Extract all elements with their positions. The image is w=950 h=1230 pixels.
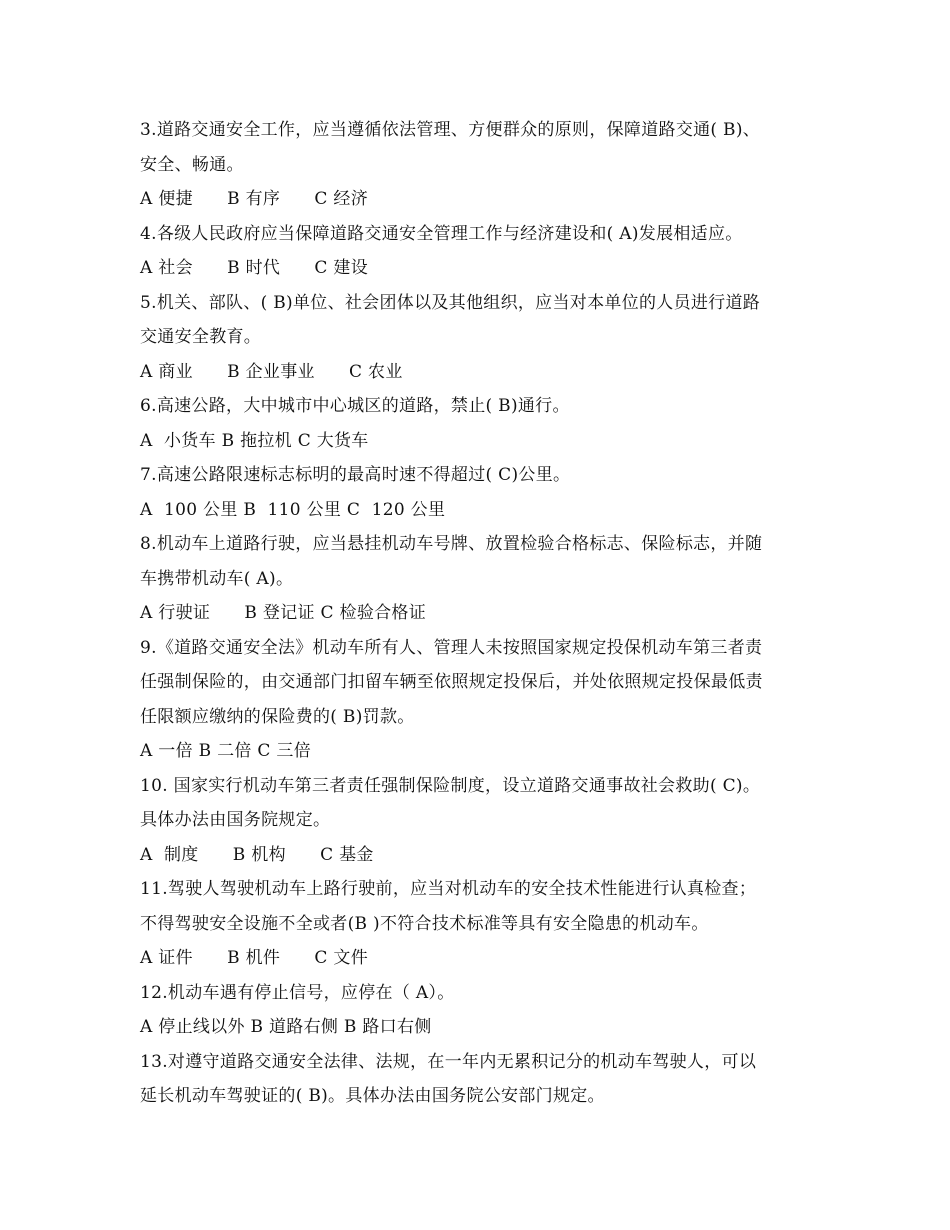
question-3-options: A 便捷 B 有序 C 经济 (140, 189, 369, 209)
question-7-options: A 100 公里 B 110 公里 C 120 公里 (140, 499, 446, 520)
question-12-options: A 停止线以外 B 道路右侧 B 路口右侧 (140, 1017, 432, 1037)
question-11-line-2: 不得驾驶安全设施不全或者(B )不符合技术标准等具有安全隐患的机动车。 (140, 913, 709, 934)
question-10-options: A 制度 B 机构 C 基金 (140, 844, 374, 865)
question-10-line-1: 10. 国家实行机动车第三者责任强制保险制度，设立道路交通事故社会救助( C)。 (140, 775, 761, 796)
question-13-line-2: 延长机动车驾驶证的( B)。具体办法由国务院公安部门规定。 (140, 1086, 605, 1106)
question-11-line-1: 11.驾驶人驾驶机动车上路行驶前，应当对机动车的安全技术性能进行认真检查； (140, 879, 757, 899)
question-8-line-1: 8.机动车上道路行驶，应当悬挂机动车号牌、放置检验合格标志、保险标志，并随 (140, 534, 763, 554)
question-8-line-2: 车携带机动车( A)。 (140, 568, 294, 589)
question-8-options: A 行驶证 B 登记证 C 检验合格证 (140, 603, 427, 623)
question-9-options: A 一倍 B 二倍 C 三倍 (140, 741, 311, 761)
question-5-line-2: 交通安全教育。 (140, 327, 262, 347)
document-page (140, 113, 820, 1114)
question-9-line-2: 任强制保险的，由交通部门扣留车辆至依照规定投保后，并处依照规定投保最低责 (140, 672, 763, 692)
question-9-line-1: 9.《道路交通安全法》机动车所有人、管理人未按照国家规定投保机动车第三者责 (140, 637, 763, 658)
question-9-line-3: 任限额应缴纳的保险费的( B)罚款。 (140, 706, 415, 727)
question-3-line-2: 安全、畅通。 (140, 154, 244, 175)
question-12-line-1: 12.机动车遇有停止信号，应停在（ A）。 (140, 982, 455, 1003)
question-4-options: A 社会 B 时代 C 建设 (140, 258, 369, 278)
question-7-line-1: 7.高速公路限速标志标明的最高时速不得超过( C)公里。 (140, 465, 571, 485)
question-5-options: A 商业 B 企业事业 C 农业 (140, 361, 403, 382)
question-6-line-1: 6.高速公路，大中城市中心城区的道路，禁止( B)通行。 (140, 396, 570, 416)
question-3-line-1: 3.道路交通安全工作，应当遵循依法管理、方便群众的原则，保障道路交通( B)、 (140, 120, 761, 140)
question-5-line-1: 5.机关、部队、( B)单位、社会团体以及其他组织，应当对本单位的人员进行道路 (140, 292, 761, 313)
question-4-line-1: 4.各级人民政府应当保障道路交通安全管理工作与经济建设和( A)发展相适应。 (140, 223, 743, 244)
question-11-options: A 证件 B 机件 C 文件 (140, 948, 369, 968)
question-6-options: A 小货车 B 拖拉机 C 大货车 (140, 430, 369, 451)
question-10-line-2: 具体办法由国务院规定。 (140, 810, 331, 830)
question-13-line-1: 13.对遵守道路交通安全法律、法规，在一年内无累积记分的机动车驾驶人，可以 (140, 1051, 757, 1072)
